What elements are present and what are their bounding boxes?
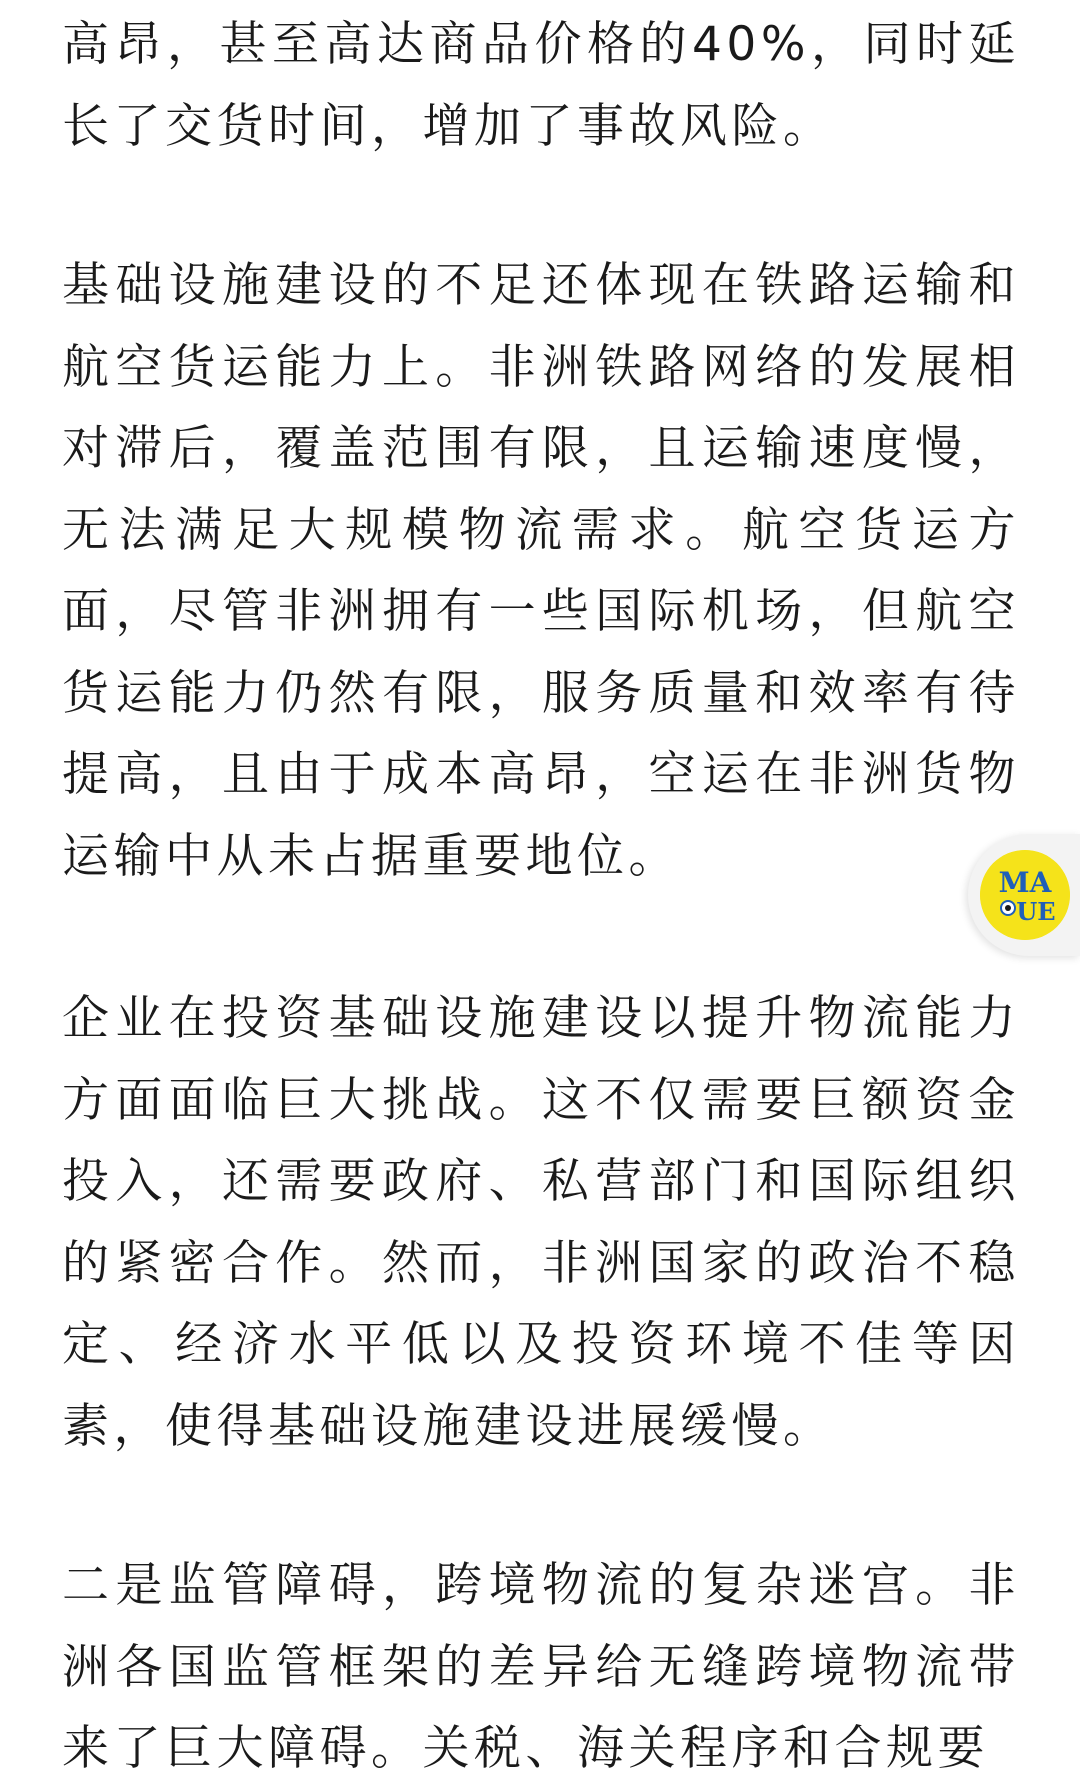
owl-eyes-icon	[980, 850, 1070, 940]
logo-text-top: MA	[998, 866, 1052, 899]
maque-logo	[980, 850, 1070, 940]
article-paragraph-1: 高昂，甚至高达商品价格的40%，同时延长了交货时间，增加了事故风险。	[62, 17, 1020, 154]
floating-logo-button[interactable]	[968, 834, 1080, 956]
article-paragraph-4: 二是监管障碍，跨境物流的复杂迷宫。非洲各国监管框架的差异给无缝跨境物流带来了巨大障碍。关税、海关程序和合规要	[62, 1558, 1020, 1776]
article-paragraph-2: 基础设施建设的不足还体现在铁路运输和航空货运能力上。非洲铁路网络的发展相对滞后，覆盖范围有限，且运输速度慢，无法满足大规模物流需求。航空货运方面，尽管非洲拥有一些国际机场，但航空货运能力仍然有限，服务质量和效率有待提高，且由于成本高昂，空运在非洲货物运输中从未占据重要地位。	[62, 258, 1020, 884]
article-paragraph-3: 企业在投资基础设施建设以提升物流能力方面面临巨大挑战。这不仅需要巨额资金投入，还需要政府、私营部门和国际组织的紧密合作。然而，非洲国家的政治不稳定、经济水平低以及投资环境不佳等因素，使得基础设施建设进展缓慢。	[62, 991, 1020, 1454]
logo-text-bottom: UE	[1016, 897, 1056, 926]
